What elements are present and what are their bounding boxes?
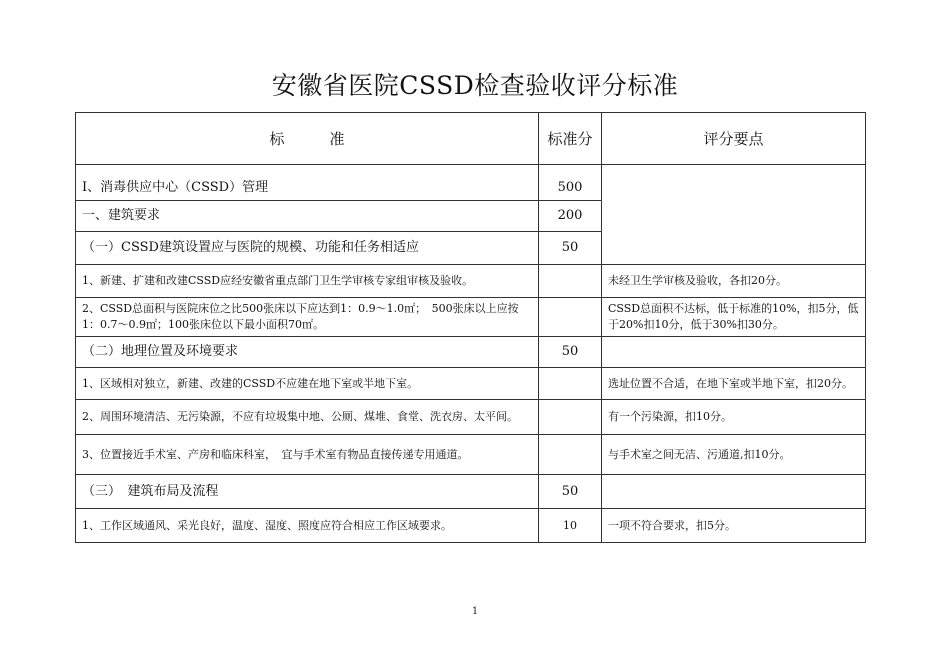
row-points-merged <box>602 165 866 265</box>
row-score: 10 <box>539 509 602 543</box>
table-row <box>76 337 866 368</box>
row-standard: 2、周围环境清洁、无污染源，不应有垃圾集中地、公厕、煤堆、食堂、洗衣房、太平间。 <box>76 400 539 435</box>
row-score <box>539 400 602 435</box>
row-standard: 1、工作区域通风、采光良好，温度、湿度、照度应符合相应工作区域要求。 <box>76 509 539 543</box>
row-score <box>539 265 602 298</box>
table-row <box>76 509 866 543</box>
row-points: 与手术室之间无洁、污通道,扣10分。 <box>602 435 866 475</box>
row-standard: Ⅰ、消毒供应中心（CSSD）管理 <box>76 165 539 201</box>
row-standard: （二）地理位置及环境要求 <box>76 337 539 368</box>
document-title: 安徽省医院CSSD检查验收评分标准 <box>271 71 679 100</box>
row-score: 50 <box>539 232 602 265</box>
header-scoring-points: 评分要点 <box>602 113 866 165</box>
header-standard: 标 准 <box>76 113 539 165</box>
row-points <box>602 337 866 368</box>
row-standard: 3、位置接近手术室、产房和临床科室， 宜与手术室有物品直接传递专用通道。 <box>76 435 539 475</box>
scoring-standards-table <box>75 112 866 543</box>
row-standard: 1、区域相对独立，新建、改建的CSSD不应建在地下室或半地下室。 <box>76 368 539 400</box>
page-number: 1 <box>471 606 479 617</box>
row-points <box>602 475 866 509</box>
row-score <box>539 435 602 475</box>
row-score: 50 <box>539 337 602 368</box>
row-score: 500 <box>539 165 602 201</box>
row-points: 一项不符合要求，扣5分。 <box>602 509 866 543</box>
row-points: CSSD总面积不达标，低于标准的10%，扣5分，低于20%扣10分，低于30%扣30分。 <box>602 298 866 337</box>
table-row <box>76 265 866 298</box>
row-points: 未经卫生学审核及验收，各扣20分。 <box>602 265 866 298</box>
row-points: 选址位置不合适，在地下室或半地下室，扣20分。 <box>602 368 866 400</box>
row-score <box>539 298 602 337</box>
row-score: 200 <box>539 201 602 232</box>
row-standard: 1、新建、扩建和改建CSSD应经安徽省重点部门卫生学审核专家组审核及验收。 <box>76 265 539 298</box>
table-row <box>76 475 866 509</box>
row-standard: 2、CSSD总面积与医院床位之比500张床以下应达到1：0.9～1.0㎡； 500张床以上应按1：0.7～0.9㎡；100张床位以下最小面积70㎡。 <box>76 298 539 337</box>
table-row <box>76 298 866 337</box>
row-standard: （一）CSSD建筑设置应与医院的规模、功能和任务相适应 <box>76 232 539 265</box>
row-score: 50 <box>539 475 602 509</box>
table-row <box>76 435 866 475</box>
row-standard: （三） 建筑布局及流程 <box>76 475 539 509</box>
table-header-row <box>76 113 866 165</box>
header-score: 标准分 <box>539 113 602 165</box>
table-row <box>76 368 866 400</box>
table-row <box>76 400 866 435</box>
table-row <box>76 165 866 201</box>
row-score <box>539 368 602 400</box>
row-standard: 一、建筑要求 <box>76 201 539 232</box>
row-points: 有一个污染源，扣10分。 <box>602 400 866 435</box>
